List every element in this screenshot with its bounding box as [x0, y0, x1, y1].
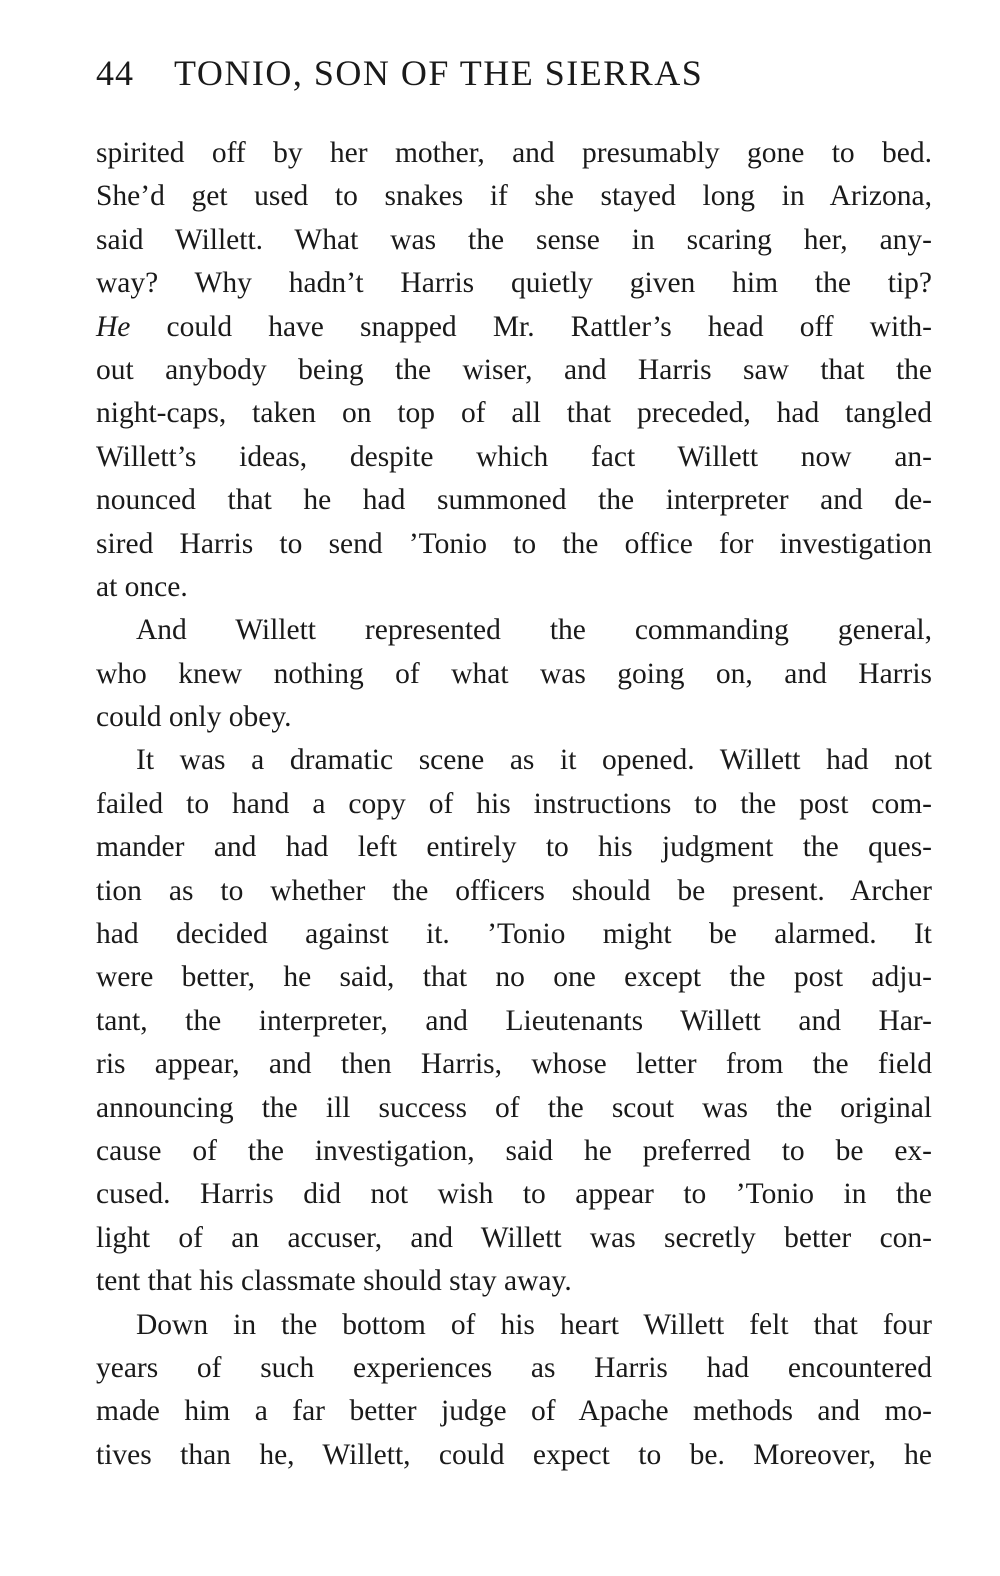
text-line: He could have snapped Mr. Rattler’s head off with-	[96, 310, 932, 343]
text-line: mander and had left entirely to his judgment the ques-	[96, 831, 932, 864]
book-page	[96, 52, 932, 1477]
text-line: ris appear, and then Harris, whose letter from the field	[96, 1048, 932, 1081]
text-line: tant, the interpreter, and Lieutenants Willett and Har-	[96, 1004, 932, 1037]
text-line: announcing the ill success of the scout was the original	[96, 1091, 932, 1124]
text-line: way? Why hadn’t Harris quietly given him the tip?	[96, 267, 932, 300]
paragraph	[96, 1304, 932, 1478]
text-line: cused. Harris did not wish to appear to ’Tonio in the	[96, 1178, 932, 1211]
text-line: tent that his classmate should stay away.	[96, 1265, 572, 1298]
paragraph	[96, 132, 932, 609]
text-line: said Willett. What was the sense in scaring her, any-	[96, 223, 932, 256]
text-line: could only obey.	[96, 701, 292, 734]
text-line: sired Harris to send ’Tonio to the office for investigation	[96, 527, 932, 560]
text-line: tion as to whether the officers should be present. Archer	[96, 874, 932, 907]
text-line: nounced that he had summoned the interpreter and de-	[96, 484, 932, 517]
text-line: And Willett represented the commanding general,	[136, 614, 932, 647]
text-line: out anybody being the wiser, and Harris saw that the	[96, 353, 932, 386]
text-line: light of an accuser, and Willett was secretly better con-	[96, 1221, 932, 1254]
text-line: She’d get used to snakes if she stayed long in Arizona,	[96, 180, 932, 213]
text-line: were better, he said, that no one except the post adju-	[96, 961, 932, 994]
text-line: at once.	[96, 570, 188, 603]
running-head	[96, 52, 932, 110]
paragraph	[96, 609, 932, 739]
page-number: 44	[96, 53, 134, 93]
text-line: failed to hand a copy of his instructions to the post com-	[96, 787, 932, 820]
body-text	[96, 132, 932, 1477]
text-line: night-caps, taken on top of all that preceded, had tangled	[96, 397, 932, 430]
book-title: TONIO, SON OF THE SIERRAS	[174, 53, 704, 93]
text-line: cause of the investigation, said he preferred to be ex-	[96, 1134, 932, 1167]
text-line: spirited off by her mother, and presumably gone to bed.	[96, 137, 932, 169]
text-line: made him a far better judge of Apache methods and mo-	[96, 1395, 932, 1428]
text-line: It was a dramatic scene as it opened. Willett had not	[136, 744, 932, 777]
paragraph	[96, 739, 932, 1303]
emphasis-text: He	[96, 310, 131, 343]
text-line: years of such experiences as Harris had encountered	[96, 1351, 932, 1384]
text-line: Down in the bottom of his heart Willett felt that four	[136, 1308, 932, 1341]
text-line: had decided against it. ’Tonio might be alarmed. It	[96, 918, 932, 951]
text-line: tives than he, Willett, could expect to be. Moreover, he	[96, 1438, 932, 1471]
text-line: who knew nothing of what was going on, and Harris	[96, 657, 932, 690]
text-line: Willett’s ideas, despite which fact Willett now an-	[96, 440, 932, 473]
